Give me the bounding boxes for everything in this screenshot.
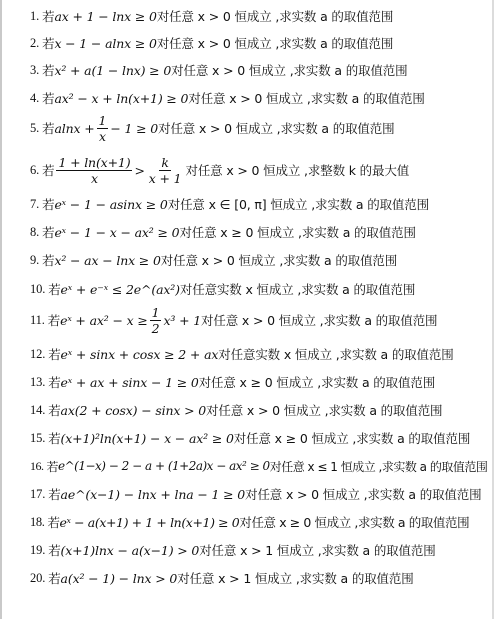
problem-prefix: 若 xyxy=(42,9,55,24)
problem-2 xyxy=(30,31,490,55)
problem-number: 18. xyxy=(30,514,45,529)
problem-prefix: 若 xyxy=(42,253,55,268)
problem-formula: ax² − x + ln(x+1) ≥ 0 xyxy=(54,90,189,106)
problem-number: 3. xyxy=(30,62,40,77)
problem-condition: 对任意 x ≥ 0 恒成立 ,求实数 a 的取值范围 xyxy=(239,515,470,530)
problem-prefix: 若 xyxy=(48,571,61,586)
problem-condition: 对任意 x ≥ 0 恒成立 ,求实数 a 的取值范围 xyxy=(179,225,416,240)
problem-14 xyxy=(30,398,490,422)
problem-condition: 对任意 x ≤ 1 恒成立 ,求实数 a 的取值范围 xyxy=(269,459,488,474)
problem-prefix: 若 xyxy=(48,347,61,362)
problem-prefix: 若 xyxy=(48,375,61,390)
problem-6 xyxy=(30,150,490,190)
problem-10 xyxy=(30,277,490,301)
fraction xyxy=(97,113,109,144)
problem-formula: x² − ax − lnx ≥ 0 xyxy=(54,252,161,268)
problem-20 xyxy=(30,566,490,590)
problem-formula: (x+1)lnx − a(x−1) > 0 xyxy=(60,542,200,558)
relation-symbol: > xyxy=(134,162,145,178)
problem-formula: x² + a(1 − lnx) ≥ 0 xyxy=(54,62,172,78)
problem-formula: ax + 1 − lnx ≥ 0 xyxy=(54,8,157,24)
problem-number: 9. xyxy=(30,252,40,267)
problem-8 xyxy=(30,220,490,244)
problem-formula-part-a: eˣ + ax² − x ≥ xyxy=(60,312,148,328)
problem-condition: 对任意 x > 1 恒成立 ,求实数 a 的取值范围 xyxy=(199,543,436,558)
problem-condition: 对任意 x ≥ 0 恒成立 ,求实数 a 的取值范围 xyxy=(198,375,436,390)
problem-1 xyxy=(30,4,490,28)
problem-condition: 对任意 x > 0 恒成立 ,求整数 k 的最大值 xyxy=(185,163,410,178)
problem-formula: ax(2 + cosx) − sinx > 0 xyxy=(60,402,207,418)
problem-formula: eˣ + e⁻ˣ ≤ 2e^(ax²) xyxy=(60,281,180,297)
problem-number: 15. xyxy=(30,430,46,445)
fraction-right xyxy=(147,155,184,186)
problem-formula: a(x² − 1) − lnx > 0 xyxy=(60,570,178,586)
problem-condition: 对任意 x > 0 恒成立 ,求实数 a 的取值范围 xyxy=(245,487,482,502)
problem-prefix: 若 xyxy=(48,487,61,502)
problem-5 xyxy=(30,108,490,148)
problem-condition: 对任意 x > 0 恒成立 ,求实数 a 的取值范围 xyxy=(171,63,408,78)
problem-number: 16. xyxy=(30,458,44,473)
left-border-line xyxy=(0,0,2,619)
problem-number: 6. xyxy=(30,162,40,177)
problem-4 xyxy=(30,86,490,110)
fraction-left xyxy=(56,155,132,186)
problem-condition: 对任意 x > 1 恒成立 ,求实数 a 的取值范围 xyxy=(177,571,414,586)
fraction-denominator: x xyxy=(90,170,98,186)
problem-number: 7. xyxy=(30,196,40,211)
problem-formula-part-b: x³ + 1 xyxy=(163,312,202,328)
problem-number: 20. xyxy=(30,570,46,585)
fraction-numerator: 1 + ln(x+1) xyxy=(58,154,131,170)
problem-condition: 对任意 x > 0 恒成立 ,求实数 a 的取值范围 xyxy=(158,121,395,136)
problem-condition: 对任意 x ∈ [0, π] 恒成立 ,求实数 a 的取值范围 xyxy=(167,197,429,212)
problem-12 xyxy=(30,342,490,366)
problem-formula: eˣ + sinx + cosx ≥ 2 + ax xyxy=(60,346,219,362)
problem-number: 4. xyxy=(30,90,40,105)
problem-number: 19. xyxy=(30,542,46,557)
problem-number: 10. xyxy=(30,281,46,296)
problem-condition: 对任意 x > 0 恒成立 ,求实数 a 的取值范围 xyxy=(188,91,425,106)
problem-prefix: 若 xyxy=(47,515,60,530)
problem-number: 1. xyxy=(30,8,40,23)
problem-formula: eˣ − a(x+1) + 1 + ln(x+1) ≥ 0 xyxy=(59,514,240,530)
problem-prefix: 若 xyxy=(48,431,61,446)
problem-9 xyxy=(30,248,490,272)
problem-number: 13. xyxy=(30,374,46,389)
problem-formula: ae^(x−1) − lnx + lna − 1 ≥ 0 xyxy=(60,486,246,502)
problem-formula: eˣ − 1 − x − ax² ≥ 0 xyxy=(54,224,180,240)
problem-number: 11. xyxy=(30,312,45,327)
problem-prefix: 若 xyxy=(48,403,61,418)
problem-formula: x − 1 − alnx ≥ 0 xyxy=(54,35,157,51)
problem-formula-part-a: alnx + xyxy=(54,120,95,136)
problem-condition: 对任意 x > 0 恒成立 ,求实数 a 的取值范围 xyxy=(206,403,443,418)
problem-prefix: 若 xyxy=(42,197,55,212)
problem-prefix: 若 xyxy=(48,282,61,297)
problem-prefix: 若 xyxy=(46,459,59,474)
fraction xyxy=(150,305,162,336)
problem-prefix: 若 xyxy=(48,543,61,558)
problem-prefix: 若 xyxy=(42,121,55,136)
problem-formula-part-b: − 1 ≥ 0 xyxy=(110,120,159,136)
problem-condition: 对任意 x > 0 恒成立 ,求实数 a 的取值范围 xyxy=(156,36,394,51)
problem-prefix: 若 xyxy=(47,313,61,328)
problem-18 xyxy=(30,510,490,534)
problem-19 xyxy=(30,538,490,562)
problem-condition: 对任意 x > 0 恒成立 ,求实数 a 的取值范围 xyxy=(160,253,398,268)
problem-number: 5. xyxy=(30,120,40,135)
problem-15 xyxy=(30,426,490,450)
problem-number: 8. xyxy=(30,224,40,239)
problem-number: 12. xyxy=(30,346,46,361)
fraction-denominator: x xyxy=(99,128,106,144)
problem-number: 2. xyxy=(30,35,40,50)
problem-formula: eˣ − 1 − asinx ≥ 0 xyxy=(54,196,168,212)
problem-formula: eˣ + ax + sinx − 1 ≥ 0 xyxy=(60,374,199,390)
problem-prefix: 若 xyxy=(42,36,55,51)
problem-formula: (x+1)²ln(x+1) − x − ax² ≥ 0 xyxy=(60,430,234,446)
problem-11 xyxy=(30,300,490,340)
problem-condition: 对任意实数 x 恒成立 ,求实数 a 的取值范围 xyxy=(218,347,454,362)
problem-prefix: 若 xyxy=(42,163,55,178)
problem-prefix: 若 xyxy=(42,225,55,240)
problem-condition: 对任意 x ≥ 0 恒成立 ,求实数 a 的取值范围 xyxy=(233,431,471,446)
problem-16 xyxy=(30,454,490,478)
fraction-denominator: 2 xyxy=(151,320,160,336)
problem-prefix: 若 xyxy=(42,91,55,106)
problem-prefix: 若 xyxy=(42,63,55,78)
problem-17 xyxy=(30,482,490,506)
problem-3 xyxy=(30,58,490,82)
problem-condition: 对任意 x > 0 恒成立 ,求实数 a 的取值范围 xyxy=(156,9,394,24)
problem-formula: e^(1−x) − 2 − a + (1+2a)x − ax² ≥ 0 xyxy=(58,459,270,473)
problem-condition: 对任意 x > 0 恒成立 ,求实数 a 的取值范围 xyxy=(201,313,438,328)
problem-condition: 对任意实数 x 恒成立 ,求实数 a 的取值范围 xyxy=(179,282,416,297)
problem-13 xyxy=(30,370,490,394)
fraction-denominator: x + 1 xyxy=(148,170,182,186)
problem-number: 14. xyxy=(30,402,46,417)
fraction-numerator: 1 xyxy=(98,112,107,128)
fraction-numerator: k xyxy=(161,154,169,170)
problem-7 xyxy=(30,192,490,216)
problem-number: 17. xyxy=(30,486,46,501)
fraction-numerator: 1 xyxy=(151,304,160,320)
